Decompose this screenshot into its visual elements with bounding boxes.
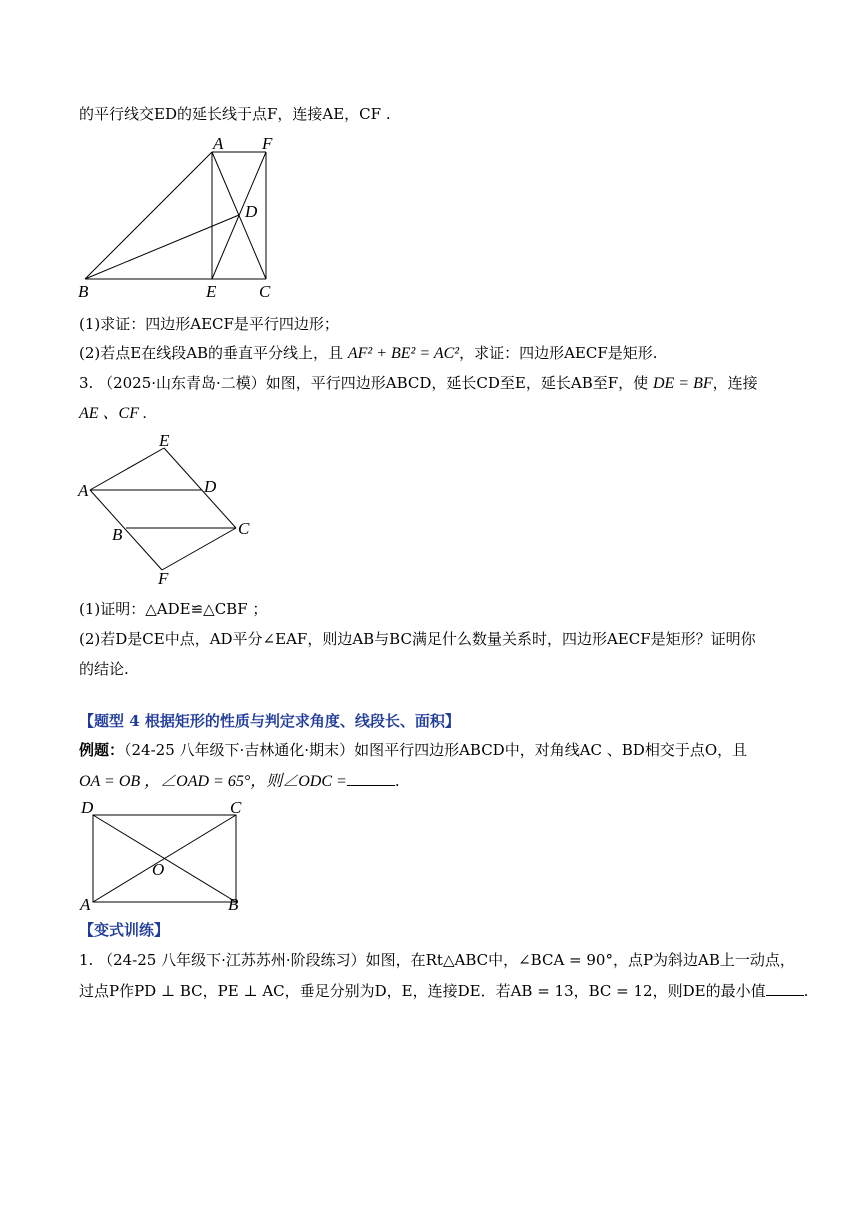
fig2-label-a: A xyxy=(78,481,89,500)
variant1-line2: 过点P作PD ⊥ BC，PE ⊥ AC，垂足分别为D，E，连接DE．若AB = 13，BC = 12，则DE的最小值 . xyxy=(79,982,809,1000)
problem3-line2: AE 、CF . xyxy=(79,405,147,422)
problem3-part2-line2: 的结论. xyxy=(79,660,129,678)
variant1-answer-blank[interactable] xyxy=(766,981,804,996)
problem3-part2-line1: (2)若D是CE中点，AD平分∠EAF，则边AB与BC满足什么数量关系时，四边形AECF是矩形？证明你 xyxy=(79,630,756,648)
variant-heading: 【变式训练】 xyxy=(79,921,170,939)
example-line2: OA = OB ，∠OAD = 65°，则∠ODC = . xyxy=(79,772,400,790)
example-answer-blank[interactable] xyxy=(347,771,395,786)
fig1-label-a: A xyxy=(213,134,224,153)
figure-rectangle-abcd xyxy=(78,797,258,917)
problem3-line1: 3. （2025·山东青岛·二模）如图，平行四边形ABCD，延长CD至E，延长AB至F，使 DE = BF，连接 xyxy=(79,374,758,392)
fig3-label-b: B xyxy=(228,895,239,914)
problem2-part1: (1)求证：四边形AECF是平行四边形； xyxy=(79,315,339,333)
figure-rectangle-aecf xyxy=(78,135,298,305)
problem3-formula: DE = BF xyxy=(652,375,713,392)
figure-parallelogram-abcd xyxy=(78,430,268,590)
fig2-label-c: C xyxy=(238,519,250,538)
section4-heading: 【题型 4 根据矩形的性质与判定求角度、线段长、面积】 xyxy=(79,712,460,730)
fig3-label-a: A xyxy=(80,895,91,914)
fig2-label-d: D xyxy=(204,477,217,496)
intro-line: 的平行线交ED的延长线于点F，连接AE，CF . xyxy=(79,105,391,123)
fig1-label-c: C xyxy=(259,282,271,301)
fig1-label-d: D xyxy=(245,202,258,221)
variant1-line1: 1. （24-25 八年级下·江苏苏州·阶段练习）如图，在Rt△ABC中，∠BCA = 90°，点P为斜边AB上一动点， xyxy=(79,951,795,969)
example-line1: 例题：（24-25 八年级下·吉林通化·期末）如图平行四边形ABCD中，对角线AC 、BD相交于点O，且 xyxy=(79,741,748,759)
fig3-label-c: C xyxy=(230,798,242,817)
fig1-label-f: F xyxy=(262,134,273,153)
problem3-part1: (1)证明：△ADE≌△CBF ； xyxy=(79,600,268,618)
problem2-formula: AF² + BE² = AC² xyxy=(347,345,460,362)
problem2-part2: (2)若点E在线段AB的垂直平分线上，且 AF² + BE² = AC²，求证：四边形AECF是矩形. xyxy=(79,344,658,362)
fig3-label-o: O xyxy=(152,860,165,879)
fig2-label-e: E xyxy=(159,431,170,450)
fig3-label-d: D xyxy=(81,798,94,817)
fig1-label-e: E xyxy=(206,282,217,301)
fig2-label-b: B xyxy=(112,525,123,544)
fig2-label-f: F xyxy=(158,569,169,588)
fig1-label-b: B xyxy=(78,282,89,301)
example-label: 例题： xyxy=(79,741,125,759)
